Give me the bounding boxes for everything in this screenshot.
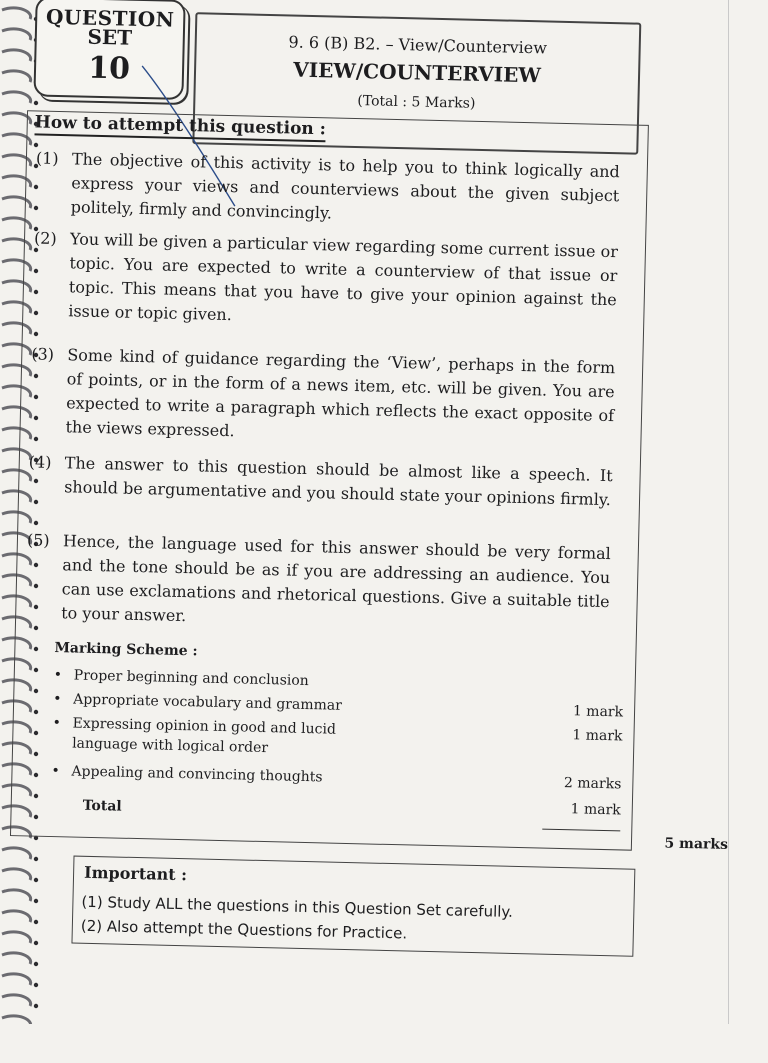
total-marks-note: (Total : 5 Marks) bbox=[357, 93, 476, 112]
instruction-number: (2) bbox=[33, 228, 57, 248]
question-set-sublabel: SET bbox=[87, 24, 133, 50]
marking-scheme-heading: Marking Scheme : bbox=[54, 640, 198, 660]
total-label: Total bbox=[82, 797, 122, 815]
bullet-icon: • bbox=[53, 667, 63, 684]
scheme-criterion: Appropriate vocabulary and grammar bbox=[73, 691, 343, 714]
scheme-criterion: Proper beginning and conclusion bbox=[73, 667, 309, 690]
instruction-text: The objective of this activity is to help you to think logically and express your views and counterviews about the given subject politely, firmly and convincingly. bbox=[70, 149, 621, 223]
instruction-text: You will be given a particular view regarding some current issue or topic. You are expected to write a counterview of that issue or topic. This means that you have to give your opinion against the issue or topic given. bbox=[68, 229, 619, 325]
how-to-heading: How to attempt this question : bbox=[34, 112, 326, 142]
scheme-marks: 1 mark bbox=[572, 727, 623, 745]
bullet-icon: • bbox=[53, 691, 62, 708]
question-set-number: 10 bbox=[87, 50, 131, 87]
question-set-label: QUESTION bbox=[45, 4, 175, 32]
bullet-icon: • bbox=[52, 715, 62, 732]
bullet-icon: • bbox=[51, 763, 60, 780]
scheme-criterion: Expressing opinion in good and lucid language with logical order bbox=[71, 715, 337, 757]
important-item: (2) Also attempt the Questions for Practice. bbox=[80, 916, 408, 943]
important-heading: Important : bbox=[83, 862, 188, 885]
instruction-text: Some kind of guidance regarding the ‘View’, perhaps in the form of points, or in the form of a news item, etc. will be given. You are expected to write a paragraph which reflects the exact opposite of the views expressed. bbox=[65, 345, 616, 441]
scheme-marks: 1 mark bbox=[570, 801, 621, 819]
instruction-number: (3) bbox=[31, 344, 55, 364]
page-title: VIEW/COUNTERVIEW bbox=[293, 57, 542, 88]
important-item: (1) Study ALL the questions in this Question Set carefully. bbox=[81, 892, 514, 921]
instruction-item bbox=[32, 226, 618, 336]
scheme-criterion: Appealing and convincing thoughts bbox=[71, 763, 323, 786]
scheme-marks: 1 mark bbox=[572, 703, 624, 721]
instruction-text: Hence, the language used for this answer should be very formal and the tone should be as if you are addressing an audience. You can use exclamations and rhetorical questions. Give a suitable title to your answer. bbox=[61, 531, 612, 626]
instruction-text: The answer to this question should be almost like a speech. It should be argumentative and you should state your opinions firmly. bbox=[63, 453, 613, 510]
instruction-item bbox=[35, 146, 621, 232]
instruction-item bbox=[25, 528, 611, 638]
scheme-marks: 2 marks bbox=[563, 775, 622, 793]
instruction-item bbox=[29, 342, 615, 452]
total-value: 5 marks bbox=[664, 835, 729, 853]
instruction-number: (5) bbox=[26, 530, 50, 550]
instruction-number: (4) bbox=[28, 452, 52, 472]
important-box bbox=[71, 856, 635, 957]
instruction-number: (1) bbox=[35, 148, 59, 169]
section-reference: 9. 6 (B) B2. – View/Counterview bbox=[288, 32, 548, 58]
